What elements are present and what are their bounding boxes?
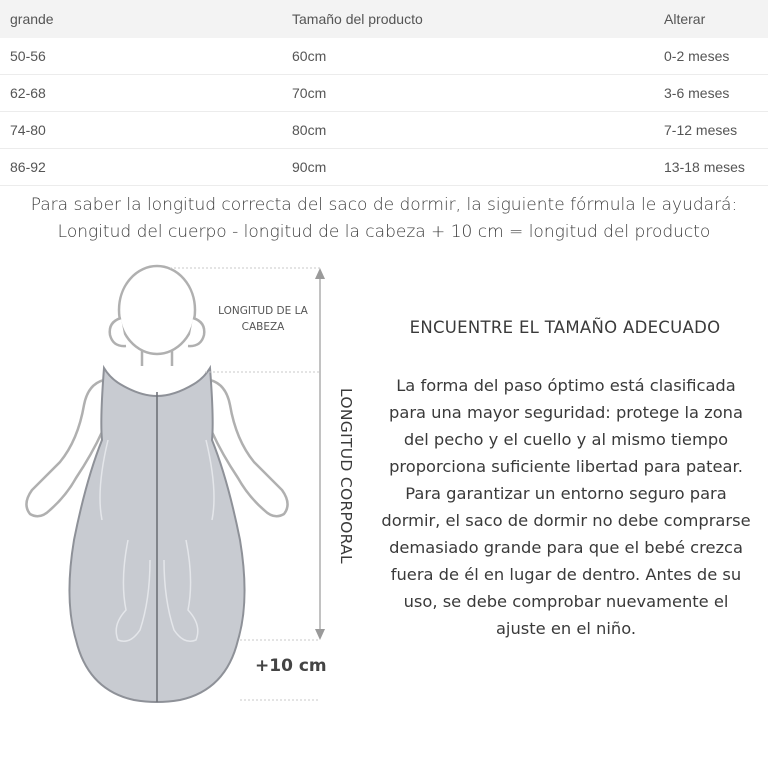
cell-size: 62-68 (0, 75, 292, 112)
cell-length: 90cm (292, 149, 664, 186)
paragraph-line: ajuste en el niño. (495, 619, 637, 638)
cell-size: 74-80 (0, 112, 292, 149)
cell-length: 70cm (292, 75, 664, 112)
paragraph-line: Para garantizar un entorno seguro para (405, 484, 727, 503)
paragraph-line: dormir, el saco de dormir no debe comprarse (381, 511, 751, 530)
table-row (0, 112, 768, 149)
cell-age: 7-12 meses (664, 112, 768, 149)
paragraph-line: uso, se debe comprobar nuevamente el (403, 592, 729, 611)
cell-length: 60cm (292, 38, 664, 75)
paragraph-line: La forma del paso óptimo está clasificada (396, 376, 736, 395)
header-grande: grande (0, 0, 292, 38)
cell-age: 13-18 meses (664, 149, 768, 186)
table-row (0, 75, 768, 112)
paragraph-line: demasiado grande para que el bebé crezca (389, 538, 743, 557)
size-table (0, 0, 768, 186)
header-product-size: Tamaño del producto (292, 0, 664, 38)
table-header-row (0, 0, 768, 38)
formula-line-2: Longitud del cuerpo - longitud de la cabeza + 10 cm = longitud del producto (57, 222, 711, 242)
body-length-label: LONGITUD CORPORAL (337, 388, 355, 564)
formula-text (0, 192, 768, 246)
formula-line-1: Para saber la longitud correcta del saco de dormir, la siguiente fórmula le ayudará: (30, 195, 738, 215)
paragraph-line: proporciona suficiente libertad para patear. (389, 457, 743, 476)
head-label-line-2: CABEZA (241, 321, 285, 333)
cell-size: 50-56 (0, 38, 292, 75)
table-row (0, 38, 768, 75)
section-heading: ENCUENTRE EL TAMAÑO ADECUADO (409, 318, 721, 337)
plus-10cm-label: +10 cm (255, 656, 327, 676)
paragraph-line: para una mayor seguridad: protege la zona (389, 403, 743, 422)
table-row (0, 149, 768, 186)
info-paragraph (364, 372, 768, 642)
head-label-line-1: LONGITUD DE LA (218, 305, 308, 317)
paragraph-line: del pecho y el cuello y al mismo tiempo (403, 430, 729, 449)
cell-length: 80cm (292, 112, 664, 149)
header-age: Alterar (664, 0, 768, 38)
head-length-label (198, 303, 328, 335)
paragraph-line: fuera de él en lugar de dentro. Antes de su (390, 565, 742, 584)
cell-age: 3-6 meses (664, 75, 768, 112)
cell-size: 86-92 (0, 149, 292, 186)
cell-age: 0-2 meses (664, 38, 768, 75)
